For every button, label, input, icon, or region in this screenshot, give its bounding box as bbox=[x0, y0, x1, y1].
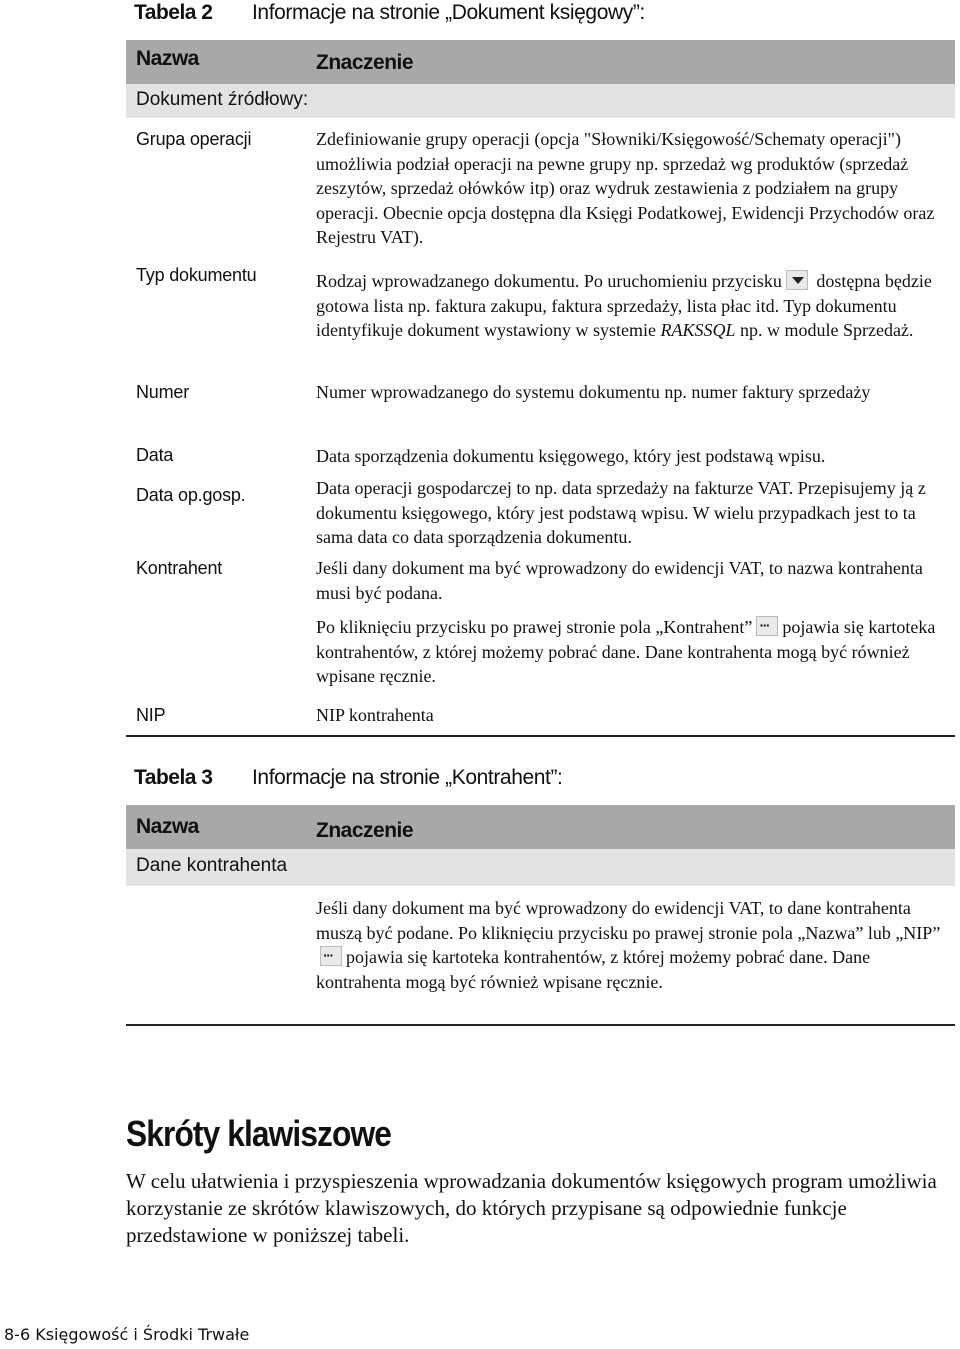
row-name-grupa-operacji: Grupa operacji bbox=[136, 129, 252, 149]
ellipsis-button-icon[interactable]: ··· bbox=[756, 616, 778, 636]
row-value-nip: NIP kontrahenta bbox=[316, 705, 434, 725]
table2-label: Tabela 2 bbox=[134, 1, 213, 24]
row-value-grupa-operacji: Zdefiniowanie grupy operacji (opcja "Słowniki/Księgowość/Schematy operacji") umożliwia podział operacji na pewne grupy np. sprzedaż wg produktów (sprzedaż zeszytów, sprzedaż ołówków itp) oraz wydruk zestawienia z podziałem na grupy operacji. Obecnie opcja dostępna dla Księgi Podatkowej, Ewidencji Przychodów oraz Rejestru VAT). bbox=[316, 129, 935, 247]
table3-caption: Informacje na stronie „Kontrahent”: bbox=[252, 766, 563, 789]
table2-group-header: Dokument źródłowy: bbox=[136, 89, 309, 110]
row-name-nip: NIP bbox=[136, 705, 166, 725]
kontrahent-paragraph-2 bbox=[316, 615, 948, 689]
table2-header-row bbox=[126, 40, 955, 84]
row-name-kontrahent: Kontrahent bbox=[136, 558, 223, 578]
table3-col-name: Nazwa bbox=[136, 815, 199, 838]
row-name-numer: Numer bbox=[136, 382, 190, 402]
typ-dokumentu-text-a: Rodzaj wprowadzanego dokumentu. Po uruchomieniu przycisku bbox=[316, 271, 782, 291]
typ-dokumentu-text-b: dostępna będzie gotowa lista np. faktura zakupu, faktura sprzedaży, lista płac itd. Typ dokumentu identyfikuje dokument wystawiony w systemie bbox=[316, 271, 932, 340]
dropdown-arrow-icon[interactable] bbox=[786, 270, 808, 290]
row-name-data-op-gosp: Data op.gosp. bbox=[136, 485, 246, 505]
table3-group-header: Dane kontrahenta bbox=[136, 855, 288, 876]
table3-header-row bbox=[126, 805, 955, 849]
row-name-typ-dokumentu: Typ dokumentu bbox=[136, 265, 257, 285]
table2-caption: Informacje na stronie „Dokument księgowy”: bbox=[252, 1, 645, 24]
row-name-data: Data bbox=[136, 445, 174, 465]
table3-label: Tabela 3 bbox=[134, 766, 213, 789]
kontrahent-paragraph-1: Jeśli dany dokument ma być wprowadzony do ewidencji VAT, to nazwa kontrahenta musi być podana. bbox=[316, 558, 923, 603]
row-value-data: Data sporządzenia dokumentu księgowego, który jest podstawą wpisu. bbox=[316, 446, 826, 466]
section-title: Skróty klawiszowe bbox=[126, 1113, 392, 1154]
table2-col-name: Nazwa bbox=[136, 47, 199, 70]
typ-dokumentu-text-c: np. w module Sprzedaż. bbox=[739, 320, 914, 340]
row-value-numer: Numer wprowadzanego do systemu dokumentu np. numer faktury sprzedaży bbox=[316, 382, 871, 402]
ellipsis-button-icon[interactable]: ··· bbox=[320, 946, 342, 966]
system-name: RAKSSQL bbox=[660, 320, 736, 340]
table2-bottom-rule bbox=[126, 735, 955, 737]
dane-kontrahenta-text-b: pojawia się kartoteka kontrahentów, z której możemy pobrać dane. Dane kontrahenta mogą być również wpisane ręcznie. bbox=[316, 947, 871, 992]
row-value-data-op-gosp: Data operacji gospodarczej to np. data sprzedaży na fakturze VAT. Przepisujemy ją z dokumentu księgowego, który jest podstawą wpisu. W wielu przypadkach jest to ta sama data co data sporządzenia dokumentu. bbox=[316, 478, 926, 547]
row-value-kontrahent bbox=[316, 556, 948, 689]
kontrahent-text-a: Po kliknięciu przycisku po prawej stronie pola „Kontrahent” bbox=[316, 617, 753, 637]
dane-kontrahenta-text-a: Jeśli dany dokument ma być wprowadzony do ewidencji VAT, to dane kontrahenta muszą być podane. Po kliknięciu przycisku po prawej stronie pola „Nazwa” lub „NIP” bbox=[316, 898, 941, 943]
page-footer: 8-6 Księgowość i Środki Trwałe bbox=[4, 1325, 250, 1344]
section-body: W celu ułatwienia i przyspieszenia wprowadzania dokumentów księgowych program umożliwia korzystanie ze skrótów klawiszowych, do których przypisane są odpowiednie funkcje przedstawione w poniższej tabeli. bbox=[126, 1169, 937, 1247]
table3-col-meaning: Znaczenie bbox=[316, 819, 414, 842]
table2-col-meaning: Znaczenie bbox=[316, 51, 414, 74]
row-value-typ-dokumentu bbox=[316, 269, 948, 343]
row-value-dane-kontrahenta bbox=[316, 896, 948, 994]
table3-bottom-rule bbox=[126, 1024, 955, 1026]
kontrahent-text-b: pojawia się kartoteka kontrahentów, z której możemy pobrać dane. Dane kontrahenta mogą być również wpisane ręcznie. bbox=[316, 617, 936, 686]
